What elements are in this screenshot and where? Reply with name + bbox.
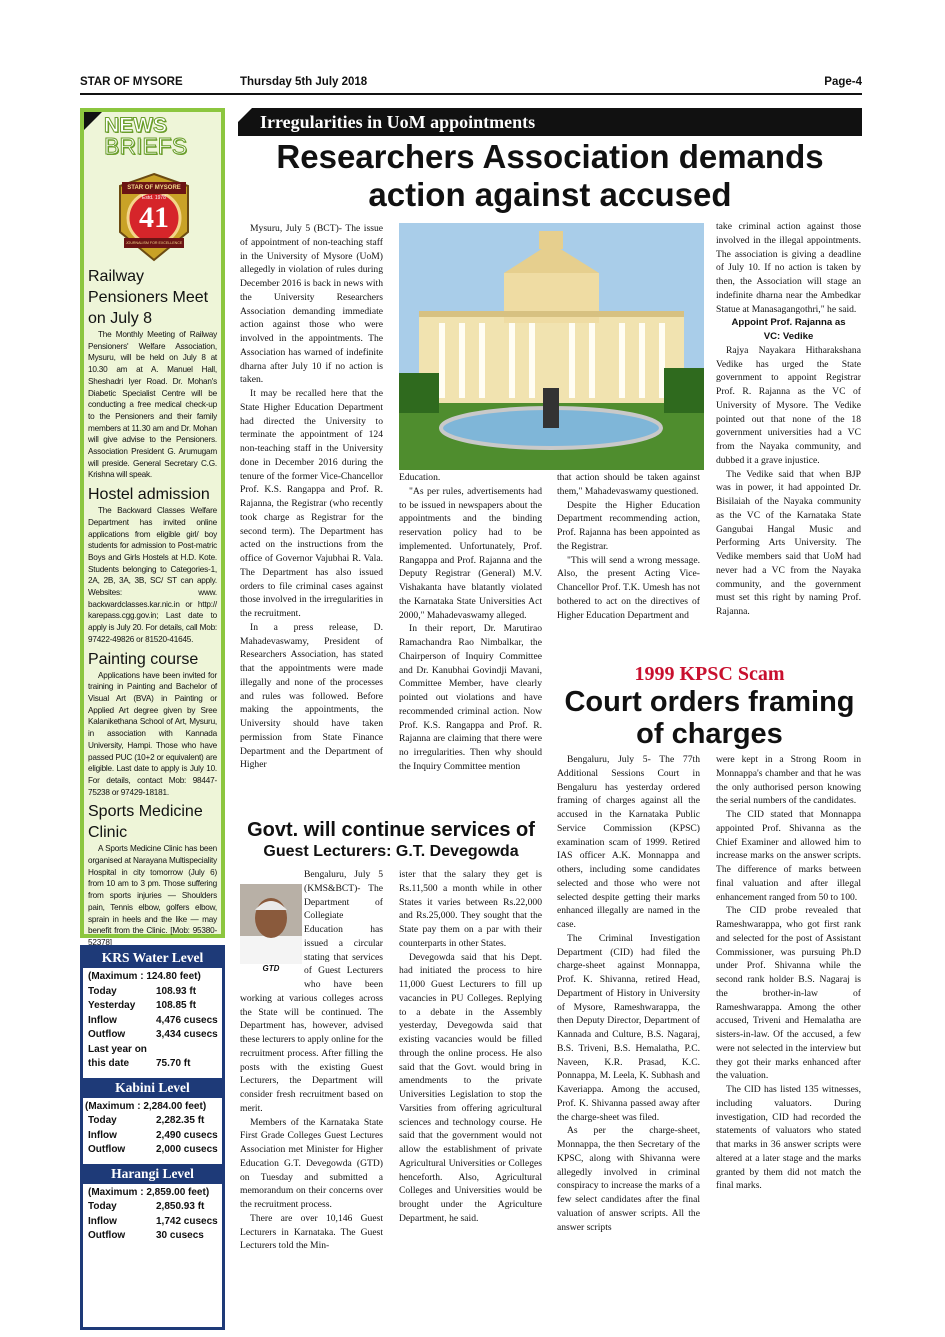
- news-briefs-box: [80, 108, 225, 947]
- briefs-title: BRIEFS: [104, 133, 188, 159]
- lead-kicker-bar: [238, 108, 862, 136]
- level-row: Outflow 2,000 cusecs: [88, 1144, 218, 1155]
- logo-ring-top: STAR OF MYSORE: [127, 185, 181, 191]
- gtd-caption: GTD: [240, 964, 302, 973]
- corner-triangle: [84, 112, 102, 130]
- paper-name: STAR OF MYSORE: [80, 76, 183, 88]
- harangi-title: Harangi Level: [83, 1164, 222, 1184]
- brief-title: Railway Pensioners Meet on July 8: [88, 268, 209, 327]
- level-row: Today 2,282.35 ft: [88, 1115, 205, 1126]
- lead-col-1: Mysuru, July 5 (BCT)- The issue of appointment of non-teaching staff in the University of Mysore (UoM) allegedly in violation of rules during December 2016 is back in news with the University Researchers Association demanding immediate action against those who were involved in the appointments. The Association has warned of indefinite dharna after July 10 if no action is taken. It may be recalled here that the State Higher Education Department had directed the University to terminate the appointment of 124 non-teaching staff in the University done in December 2016 during the tenure of the former Vice-Chancellor Prof. K.S. Rangappa and Prof. R. Rajanna, the Registrar (who recently took charge as Registrar for the second term). The Department has acted on the instructions from the office of Governor Vajubhai R. Vala. The Department has also issued orders to file criminal cases against those involved in the irregularities in the recruitment. In a press release, D. Mahadevaswamy, President of Researchers Association, has stated that the appointments were made illegally and none of the processes and rules was followed. Before making the appointments, the University should have taken permission from State Finance Department and the Department of Higher: [240, 223, 383, 771]
- level-row: Outflow 30 cusecs: [88, 1230, 204, 1241]
- krs-max: (Maximum : 124.80 feet): [88, 971, 201, 982]
- level-row: Yesterday 108.85 ft: [88, 1000, 197, 1011]
- brief-text: The Backward Classes Welfare Department has invited online applications from eligible girl/ boy students for admission to Post-matric Boys and Girls Hostels at H.D. Kote. Students belonging to Categories-1, 2A, 2B, 3A, 3B, SC/ ST can apply. Websites: www. backwardclasses.kar.nic.in or http:// karepass.cgg.gov.in; Last date to apply is July 20. For details, call Mob: 97422-49826 or 81520-41645.: [88, 506, 217, 644]
- page-header: [80, 76, 862, 92]
- level-row: Last year on: [88, 1043, 147, 1055]
- brief-list: [88, 264, 217, 949]
- brief-text: The Monthly Meeting of Railway Pensioners' Welfare Association, Mysuru, will be held on July 8 at 10.30 am at A. Manuel Hall, Sheshadri Iyer Road. Dr. Mohan's Diabetic Specialist Centre will be conducting a free medical check-up to the Pensioners and their family members at 11.30 am and Dr. Mohan will give advise to the Pensioners. Association President G. Arumugam will preside. General Secretary C.G. Krishna will speak.: [88, 330, 217, 480]
- krs-title: KRS Water Level: [83, 948, 222, 968]
- brief-title: Painting course: [88, 650, 199, 668]
- guest-col-1: Bengaluru, July 5 (KMS&BCT)- The Department of Collegiate Education has issued a circular stating that services of Guest Lecturers who have been working at various colleges across the State will be continued. The Department has, however, advised these lecturers to apply online for the recruitment process. After filling the posts with the existing Guest Lecturers, the Department will consider fresh recruitment based on merit. Members of the Karnataka State First Grade Colleges Guest Lectures Association met Minister for Higher Education G.T. Devegowda (GTD) on Tuesday and submitted a memorandum on their concerns over the recruitment process. There are over 10,146 Guest Lecturers in Karnataka. The Guest Lecturers told the Min-: [240, 869, 383, 1252]
- page-number: Page-4: [824, 76, 862, 88]
- logo-estd: Estd. 1978: [142, 195, 166, 201]
- level-row: this date 75.70 ft: [88, 1058, 191, 1069]
- guest-headline: Govt. will continue services of Guest Lecturers: G.T. Devegowda: [247, 819, 535, 860]
- kabini-title: Kabini Level: [83, 1078, 222, 1098]
- level-row: Inflow 2,490 cusecs: [88, 1129, 218, 1141]
- harangi-max: (Maximum : 2,859.00 feet): [88, 1186, 210, 1198]
- lead-col-2: Education. "As per rules, advertisements had to be issued in newspapers about the appointments and the binding reservation policy had to be implemented. Unfortunately, Prof. Rangappa and Prof. Rajanna and the Deputy Registrar (General) M.V. Vishakanta have blatantly violated the Karnataka State Universities Act 2000," Mahadevaswamy alleged. In their report, Dr. Marutirao Ramachandra Rao Nimbalkar, the Chairperson of Inquiry Committee and Dr. Kanubhai Govindji Mavani, Committee Member, have clearly pointed out violations and have recommended criminal action. Now Prof. K.S. Rangappa and Prof. R. Rajanna are claiming that there were no irregularities. Then why should the Inquiry Committee mention: [399, 472, 542, 772]
- brief-title: Sports Medicine Clinic: [88, 803, 203, 842]
- header-rule: [80, 93, 862, 95]
- kpsc-col-1: Bengaluru, July 5- The 77th Additional Sessions Court in Bengaluru has yesterday ordered framing of charges against all the accused in the Karnataka Public Service Commission (KPSC) examination scam of 1999. Retired IAS officer A.K. Monnappa and others, including some candidates selected and those who were not selected despite getting their marks enhanced illegally are named in the case. The Criminal Investigation Department (CID) had filed the charge-sheet against Monnappa, Prof. K. Shivanna, retired Head, Department of History in University of Mysore, Rameshwarappa, the then Deputy Director, Department of Kannada and Culture, B.S. Nagaraj, B.S. Triveni, B.S. Hemalatha, P.C. Naveen, K.R. Prasad, K.C. Ponnappa, M. Leela, K. Subhash and Kaveriappa. Among the accused, Prof. K. Shivanna passed away after the charge-sheet was filed. As per the charge-sheet, Monnappa, the then Secretary of the KPSC, along with Shivanna were allegedly involved in criminal conspiracy to increase the marks of a few select candidates after the final valuation of answer scripts. All the answer scripts: [557, 754, 700, 1233]
- kpsc-kicker: 1999 KPSC Scam: [634, 663, 785, 685]
- star-of-mysore-logo: [116, 172, 192, 264]
- brief-title: Hostel admission: [88, 486, 210, 504]
- kabini-max: (Maximum : 2,284.00 feet): [85, 1100, 207, 1112]
- lead-kicker: Irregularities in UoM appointments: [260, 112, 536, 132]
- guest-intro: Bengaluru, July 5 (KMS&BCT)- The Department of Collegiate Education has issued a circular stating that services of Guest Lecturers who have been working at various colleges across the State will be continued. The Department has, however, advised these lecturers to apply online for the recruitment process. After filling the posts with the existing Guest Lecturers, the Department will consider fresh recruitment based on merit.: [240, 869, 383, 1114]
- logo-number: 41: [139, 201, 169, 234]
- news-title: NEWS: [104, 114, 167, 137]
- lead-headline: Researchers Association demands action against accused: [276, 138, 824, 213]
- level-row: Inflow 1,742 cusecs: [88, 1215, 218, 1227]
- brief-text: Applications have been invited for training in Painting and Bachelor of Visual Art (BVA) in Painting or Applied Art degree given by Sree Kalanikethana School of Art, Mysuru, in association with Kannada University, Hampi. Those who have passed PUC (10+2 or equivalent) are eligible. Last date to apply is July 10. For details, contact Mob: 98447-75238 or 97429-18181.: [88, 670, 217, 797]
- lead-col-3: that action should be taken against them," Mahadevaswamy questioned. Despite the Higher Education Department recommending action, Prof. Rajanna has been appointed as the Registrar. "This will send a wrong message. Also, the present Acting Vice-Chancellor Prof. T.K. Umesh has not bothered to act on the directives of Higher Education Department and: [557, 472, 700, 621]
- level-row: Outflow 3,434 cusecs: [88, 1029, 218, 1040]
- logo-ring-bottom: JOURNALISM FOR EXCELLENCE: [125, 241, 183, 245]
- level-row: Inflow 4,476 cusecs: [88, 1014, 218, 1026]
- page-date: Thursday 5th July 2018: [240, 76, 368, 88]
- brief-text: A Sports Medicine Clinic has been organised at Narayana Multispeciality Hospital in city tomorrow (July 6) from 10 am to 3 pm. Those suffering from sports injuries — Shoulders pain, Tennis elbow, golfers elbow, sprain in heels and the like — may benefit from the Clinic. [Mob: 95380-52378]: [88, 844, 217, 947]
- guest-col-2: ister that the salary they get is Rs.11,500 a month while in other States it varies between Rs.22,000 and Rs.25,000. They sought that the State pay them on a par with their counterparts in other States. Devegowda said that his Dept. had initiated the process to hire 11,000 Guest Lecturers to fill up vacancies in PU Colleges. Replying to a debate in the Assembly yesterday, Devegowda said that existing vacancies would be filled through the online process. He also said that the Govt. would bring in amendments to the private Universities Legislation to stop the Varsities from offering agricultural sciences and technology course. He said that the government would not allow the establishment of private Agricultural Universities or Colleges henceforth. Also, Agricultural Colleges and Universities would be brought under the Agriculture Department, he said.: [399, 869, 542, 1224]
- level-row: Today 2,850.93 ft: [88, 1201, 205, 1212]
- water-levels-box: [80, 945, 225, 1330]
- lead-col-4: take criminal action against those involved in the illegal appointments. The association is giving a deadline of July 10. If no action is taken by then, the Association will stage an indefinite dharna near the Ambedkar Statue at Manasagangothri," he said. Appoint Prof. Rajanna as VC: Vedike Rajya Nayakara Hitharakshana Vedike has urged the State government to appoint Registrar Prof. R. Rajanna as the VC of University of Mysore. The Vedike pointed out that none of the 18 government universities had a VC from the Nayaka community, and dubbed it a grave injustice. The Vedike said that when BJP was in power, it had appointed Dr. Bisilaiah of the Nayaka community as the VC of the Karnataka State Gangubai Hangal Music and Performing Arts University. The Vedike members said that UoM had never had a VC from the Nayaka community, and the government must set this right by naming Prof. Rajanna.: [716, 221, 861, 617]
- university-photo: [399, 223, 704, 470]
- level-row: Today 108.93 ft: [88, 985, 197, 997]
- lead-subhead: Appoint Prof. Rajanna as VC: Vedike: [731, 317, 846, 342]
- kpsc-col-2: were kept in a Strong Room in Monnappa's chamber and that he was the only authorised person knowing the serial numbers of the candidates. The CID stated that Monnappa appointed Prof. Shivanna as the Chief Examiner and allowed him to increase marks on the answer scripts. The difference of marks between final valuation and after illegal enhancement ranged from 50 to 100. The CID probe revealed that Rameshwarappa, who got first rank and selected for the post of Assistant Commissioner, was pursuing Ph.D under Prof. Shivanna while the second rank holder B.S. Nagaraj is the brother-in-law of Rameshwarappa. Among the other accused, Triveni and Hemalatha are sisters-in-law. Of the accused, a few were not selected in the interview but they got their marks enhanced after the valuation. The CID has listed 135 witnesses, including valuators. During investigation, CID had recorded the statements of valuators who stated that marks in 36 answer scripts were altered at a later stage and the marks granted by them did not match the final marks.: [716, 754, 861, 1192]
- kpsc-headline: Court orders framing of charges: [564, 686, 855, 750]
